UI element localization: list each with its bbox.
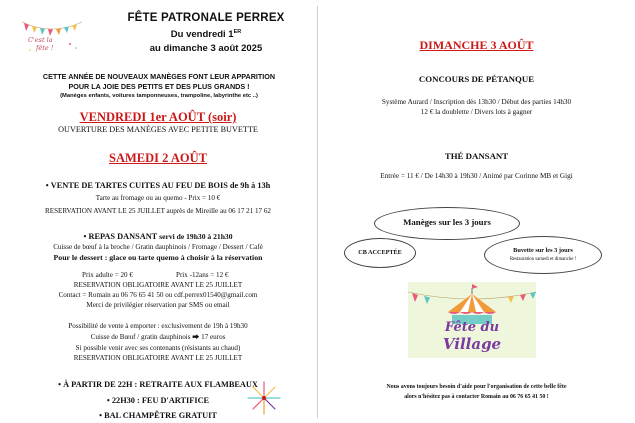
tartes-line-1: Tarte au fromage ou au quemo - Prix = 10 € (95, 194, 221, 202)
cb-bubble (344, 238, 416, 268)
logo-text (28, 36, 68, 52)
cb-bubble-text: CB ACCEPTÉE (358, 249, 402, 256)
fete-logo (20, 14, 84, 56)
intro-line-3: (Manèges enfants, voitures tamponneuses, trampoline, labyrinthe etc ..) (60, 93, 258, 99)
repas-heading (0, 226, 316, 244)
repas-line-5: Merci de privilégier réservation par SMS ou email (86, 301, 230, 309)
sunday-title: DIMANCHE 3 AOÛT (419, 38, 534, 52)
page-title: FÊTE PATRONALE PERREX (127, 12, 285, 24)
price-child: Prix -12ans = 12 € (176, 271, 229, 279)
repas-head-bold: REPAS DANSANT (88, 232, 158, 241)
firework-icon (244, 378, 284, 418)
repas-contact: Contact = Romain au 06 76 65 41 50 ou cdf.perrex01540@gmail.com (58, 291, 258, 299)
tartes-heading (0, 175, 316, 193)
intro-line-2: POUR LA JOIE DES PETITS ET DES PLUS GRANDS ! (68, 82, 250, 91)
repas-line-1: Cuisse de bœuf à la broche / Gratin dauphinois / Fromage / Dessert / Café (53, 243, 263, 251)
price-adult: Prix adulte = 20 € (82, 271, 133, 279)
date-line-2: au dimanche 3 août 2025 (149, 43, 263, 54)
the-dansant-line: Entrée = 11 € / De 14h30 à 19h30 / Animé par Corinne MB et Gigi (380, 172, 573, 180)
saturday-title: SAMEDI 2 AOÛT (109, 151, 207, 165)
emporter-line-2: Cuisse de Bœuf / gratin dauphinois ⮕ 17 euros (90, 333, 226, 341)
tartes-head-text: VENTE DE TARTES CUITES AU FEU DE BOIS de 9h à 13h (50, 181, 271, 190)
petanque-line-2: 12 € la doublette / Divers lots à gagner (420, 108, 533, 116)
petanque-heading: CONCOURS DE PÉTANQUE (418, 74, 535, 84)
evening-item-2-text: 22H30 : FEU D'ARTIFICE (111, 396, 210, 405)
emporter-line-3: Si possible venir avec ses contenants (résistants au chaud) (75, 344, 241, 352)
emporter-line-1: Possibilité de vente à emporter : exclusivement de 19h à 19h30 (68, 322, 248, 330)
bullet-icon: • (106, 396, 112, 405)
evening-item-3-text: BAL CHAMPÊTRE GRATUIT (104, 411, 217, 420)
logo-line-2: fête ! (36, 44, 54, 53)
petanque-line-1: Système Aurard / Inscription dès 13h30 / Début des parties 14h30 (381, 98, 572, 106)
buvette-title: Buvette sur les 3 jours (513, 247, 573, 254)
repas-head-rest: servi de 19h30 à 21h30 (157, 232, 233, 241)
date-line-1 (96, 29, 316, 40)
repas-line-3: RESERVATION OBLIGATOIRE AVANT LE 25 JUILLET (73, 281, 243, 289)
the-dansant-heading: THÉ DANSANT (444, 151, 509, 161)
emporter-line-4: RESERVATION OBLIGATOIRE AVANT LE 25 JUILLET (73, 354, 243, 362)
footer-line-2: alors n'hésitez pas à contacter Romain au 06 76 65 41 50 ! (404, 394, 549, 400)
left-column (0, 0, 316, 423)
right-column (318, 0, 635, 423)
village-line-1: Fête du (444, 320, 500, 335)
bullet-icon: • (58, 380, 64, 389)
friday-title: VENDREDI 1er AOÛT (soir) (79, 110, 237, 124)
buvette-bubble (484, 236, 602, 274)
bullet-icon: • (45, 181, 51, 190)
logo-line-1: C'est la (28, 36, 53, 44)
friday-line: OUVERTURE DES MANÈGES AVEC PETITE BUVETTE (58, 125, 258, 134)
fete-du-village-image (408, 282, 536, 358)
manege-bubble (374, 207, 520, 240)
village-line-2: Village (442, 335, 502, 353)
tartes-line-2: RESERVATION AVANT LE 25 JUILLET auprès de Mireille au 06 17 21 17 62 (45, 207, 271, 215)
date-line-1-text: Du vendredi 1 (170, 29, 234, 41)
date-sup: ER (233, 29, 242, 35)
bullet-icon: • (99, 411, 105, 420)
bullet-icon: • (83, 232, 89, 241)
intro-line-1: CETTE ANNÉE DE NOUVEAUX MANÈGES FONT LEUR APPARITION (42, 72, 276, 81)
manege-bubble-text: Manèges sur les 3 jours (403, 217, 491, 227)
buvette-subtitle: Restauration samedi et dimanche ! (509, 257, 577, 262)
repas-line-2: Pour le dessert : glace ou tarte quemo à choisir à la réservation (53, 253, 263, 262)
footer-line-1: Nous avons toujours besoin d'aide pour l'organisation de cette belle fête (386, 384, 567, 390)
evening-item-1-text: À PARTIR DE 22H : RETRAITE AUX FLAMBEAUX (63, 380, 258, 389)
